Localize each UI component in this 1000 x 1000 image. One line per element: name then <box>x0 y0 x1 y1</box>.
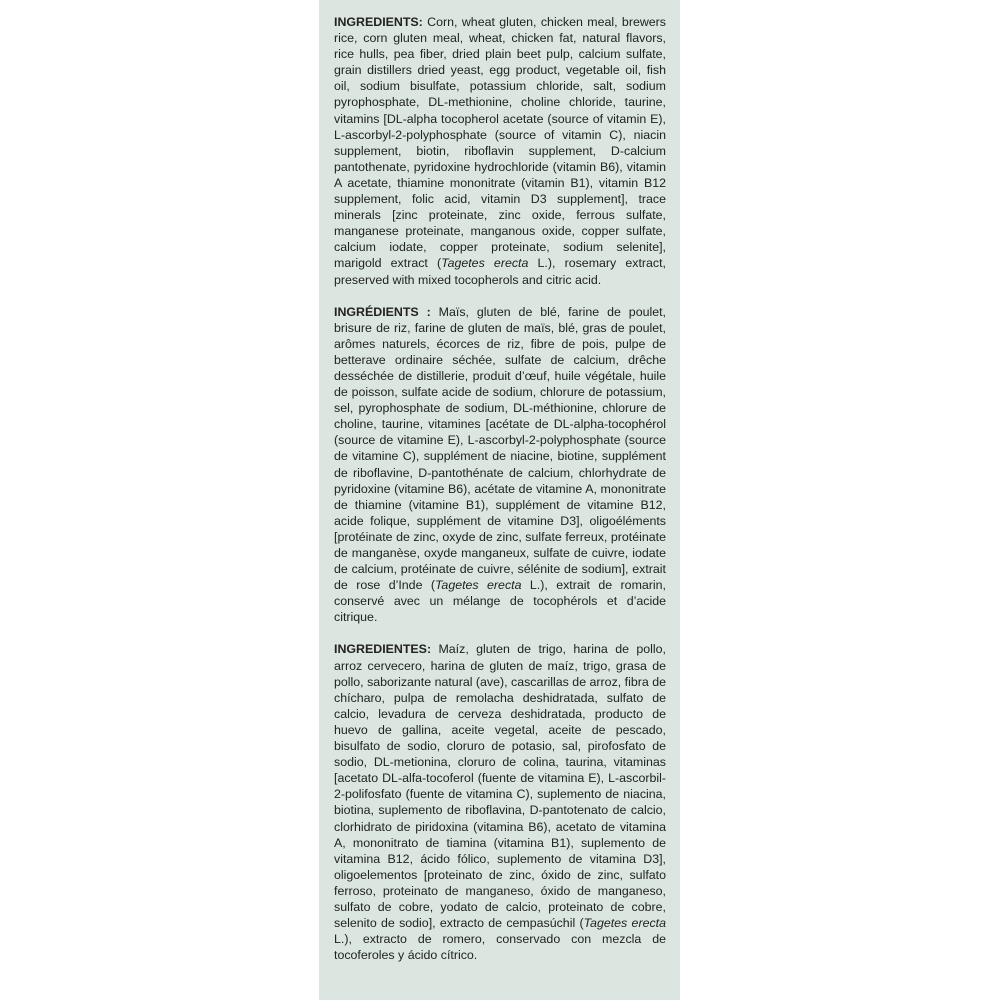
ingredients-spanish <box>334 641 666 963</box>
ingredients-text-spanish-part2: L.), extracto de romero, conservado con mezcla de tocoferoles y ácido cítrico. <box>334 932 666 963</box>
ingredients-label-english: INGREDIENTS: <box>334 15 423 29</box>
scientific-name-spanish: Tagetes erecta <box>583 916 666 931</box>
scientific-name-english: Tagetes erecta <box>441 256 529 271</box>
ingredients-text-english-part1: Corn, wheat gluten, chicken meal, brewers rice, corn gluten meal, wheat, chicken fat, natural flavors, rice hulls, pea fiber, dried plain beet pulp, calcium sulfate, grain distillers dried yeast, egg product, vegetable oil, fish oil, sodium bisulfate, potassium chloride, salt, sodium pyrophosphate, DL-methionine, choline chloride, taurine, vitamins [DL-alpha tocopherol acetate (source of vitamin E), L-ascorbyl-2-polyphosphate (source of vitamin C), niacin supplement, biotin, riboflavin supplement, D-calcium pantothenate, pyridoxine hydrochloride (vitamin B6), vitamin A acetate, thiamine mononitrate (vitamin B1), vitamin B12 supplement, folic acid, vitamin D3 supplement], trace minerals [zinc proteinate, zinc oxide, ferrous sulfate, manganese proteinate, manganous oxide, copper sulfate, calcium iodate, copper proteinate, sodium selenite], marigold extract ( <box>334 15 666 271</box>
ingredients-text-english-part2: L.), rosemary extract, preserved with mixed tocopherols and citric acid. <box>334 256 667 287</box>
ingredients-panel <box>319 0 680 1000</box>
ingredients-text-french-part1: Maïs, gluten de blé, farine de poulet, brisure de riz, farine de gluten de maïs, blé, gras de poulet, arômes naturels, écorces de riz, fibre de pois, pulpe de betterave ordinaire séchée, sulfate de calcium, drêche desséchée de distillerie, produit d’œuf, huile végétale, huile de poisson, sulfate acide de sodium, chlorure de potassium, sel, pyrophosphate de sodium, DL-méthionine, chlorure de choline, taurine, vitamines [acétate de DL-alpha-tocophérol (source de vitamine E), L-ascorbyl-2-polyphosphate (source de vitamine C), supplément de niacine, biotine, supplément de riboflavine, D-pantothénate de calcium, chlorhydrate de pyridoxine (vitamine B6), acétate de vitamine A, mononitrate de thiamine (vitamine B1), supplément de vitamine B12, acide folique, supplément de vitamine D3], oligoéléments [protéinate de zinc, oxyde de zinc, sulfate ferreux, protéinate de manganèse, oxyde manganeux, sulfate de cuivre, iodate de calcium, protéinate de cuivre, sélénite de sodium], extrait de rose d’Inde ( <box>334 304 667 593</box>
ingredients-text-spanish-part1: Maíz, gluten de trigo, harina de pollo, arroz cervecero, harina de gluten de maíz, trigo, grasa de pollo, saborizante natural (ave), cascarillas de arroz, fibra de chícharo, pulpa de remolacha deshidratada, sulfato de calcio, levadura de cerveza deshidratada, producto de huevo de gallina, aceite vegetal, aceite de pescado, bisulfato de sodio, cloruro de potasio, sal, pirofosfato de sodio, DL-metionina, cloruro de colina, taurina, vitaminas [acetato DL-alfa-tocoferol (fuente de vitamina E), L-ascorbil-2-polifosfato (fuente de vitamina C), suplemento de niacina, biotina, suplemento de riboflavina, D-pantotenato de calcio, clorhidrato de piridoxina (vitamina B6), acetato de vitamina A, mononitrato de tiamina (vitamina B1), suplemento de vitamina B12, ácido fólico, suplemento de vitamina D3], oligoelementos [proteinato de zinc, óxido de zinc, sulfato ferroso, proteinato de manganeso, óxido de manganeso, sulfato de cobre, yodato de calcio, proteinato de cobre, selenito de sodio], extracto de cempasúchil ( <box>334 642 666 931</box>
ingredients-text-french-part2: L.), extrait de romarin, conservé avec un mélange de tocophérols et d’acide citrique. <box>334 578 666 625</box>
ingredients-english <box>334 14 666 288</box>
ingredients-label-spanish: INGREDIENTES: <box>334 642 432 657</box>
ingredients-label-french: INGRÉDIENTS : <box>334 304 431 319</box>
scientific-name-french: Tagetes erecta <box>435 578 522 593</box>
ingredients-french <box>334 304 666 626</box>
